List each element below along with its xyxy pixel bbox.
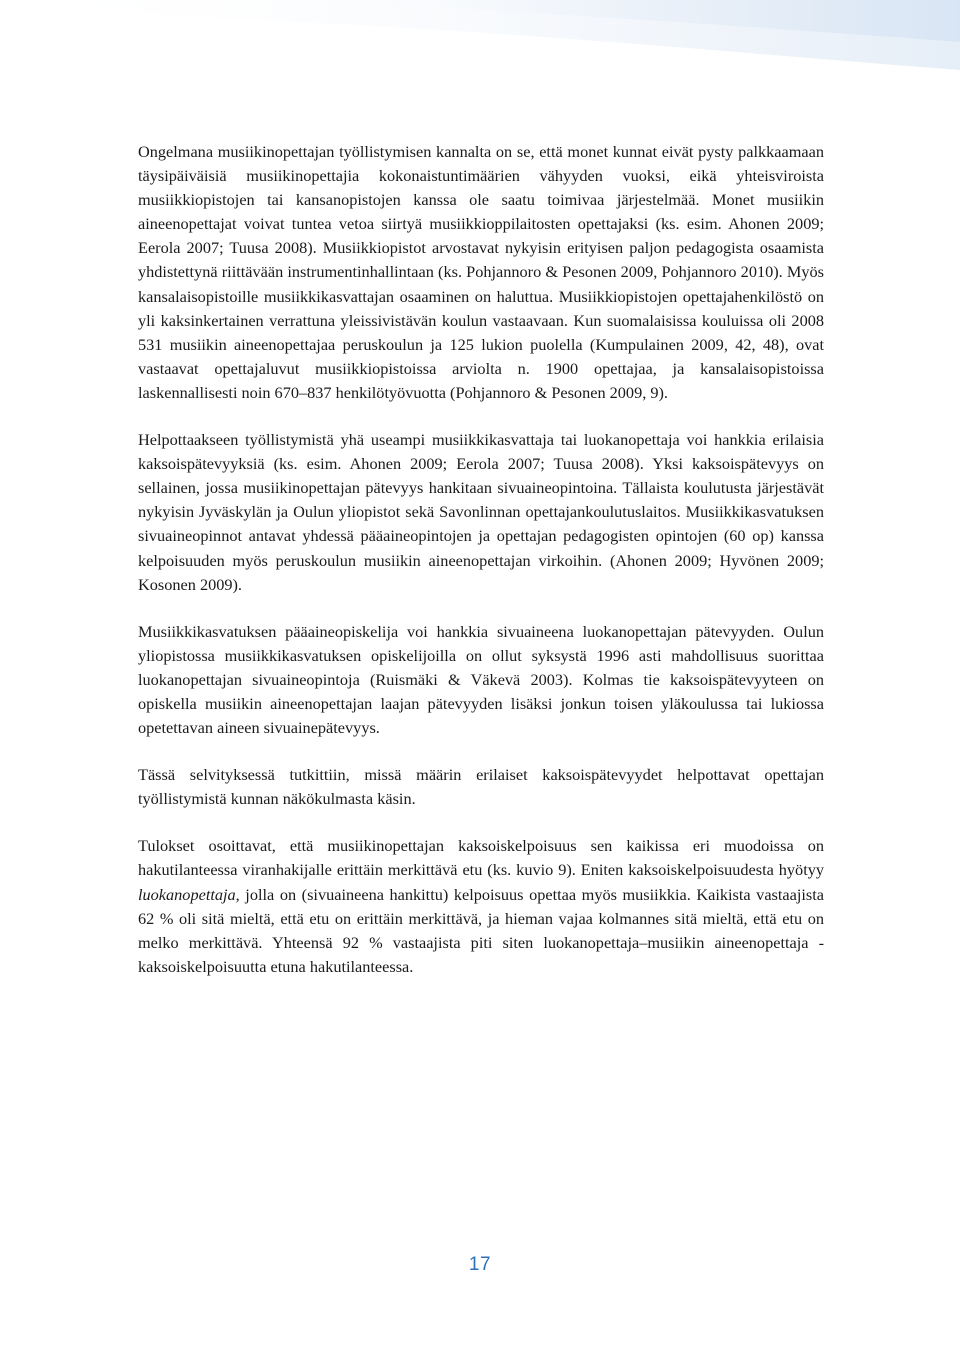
body-text <box>138 140 824 1002</box>
header-wave-graphic <box>0 0 960 120</box>
paragraph-5-text-end: , jolla on (sivuaineena hankittu) kelpoisuus opettaa myös musiikkia. Kaikista vastaajista 62 % oli sitä mieltä, että etu on erittäin merkittävä, ja hieman vajaa kolmannes sitä mieltä, että etu on melko merkittävä. Yhteensä 92 % vastaajista piti siten luokanopettaja–musiikin aineenopettaja -kaksoiskelpoisuutta etuna hakutilanteessa. <box>138 884 824 976</box>
paragraph-4: Tässä selvityksessä tutkittiin, missä määrin erilaiset kaksoispätevyydet helpottavat opettajan työllistymistä kunnan näkökulmasta käsin. <box>138 765 824 809</box>
page-header-decoration <box>0 0 960 120</box>
paragraph-5-emphasis: luokanopettaja <box>138 884 236 904</box>
paragraph-2: Helpottaakseen työllistymistä yhä useampi musiikkikasvattaja tai luokanopettaja voi hankkia erilaisia kaksoispätevyyksiä (ks. esim. Ahonen 2009; Eerola 2007; Tuusa 2008). Yksi kaksoispätevyys on sellainen, jossa musiikinopettajan pätevyys hankitaan sivuaineopintoina. Tällaista koulutusta järjestävät nykyisin Jyväskylän ja Oulun yliopistot sekä Savonlinnan opettajankoulutuslaitos. Musiikkikasvatuksen sivuaineopinnot antavat yhdessä pääaineopintojen ja opettajan pedagogisten opintojen (60 op) kanssa kelpoisuuden myös peruskoulun musiikin aineenopettajan virkoihin. (Ahonen 2009; Hyvönen 2009; Kosonen 2009). <box>138 430 824 594</box>
page-number: 17 <box>468 1254 492 1275</box>
paragraph-5 <box>138 834 824 979</box>
paragraph-1: Ongelmana musiikinopettajan työllistymisen kannalta on se, että monet kunnat eivät pysty palkkaamaan täysipäiväisiä musiikinopettajia kokonaistuntimäärien vähyyden vuoksi, eikä yhteisviroista musiikkiopistojen tai kansanopistojen kanssa ole saatu toimivaa järjestelmää. Monet musiikin aineenopettajat voivat tuntea vetoa siirtyä musiikkioppilaitosten opettajaksi (ks. esim. Ahonen 2009; Eerola 2007; Tuusa 2008). Musiikkiopistot arvostavat nykyisin erityisen paljon pedagogista osaamista yhdistettynä riittävään instrumentinhallintaan (ks. Pohjannoro & Pesonen 2009, Pohjannoro 2010). Myös kansalaisopistoille musiikkikasvattajan osaaminen on haluttua. Musiikkiopistojen opettajahenkilöstö on yli kaksinkertainen verrattuna yleissivistävän koulun vastaavaan. Kun suomalaisissa kouluissa oli 2008 531 musiikin aineenopettajaa peruskoulun ja 125 lukion puolella (Kumpulainen 2009, 42, 48), ovat vastaavat opettajaluvut musiikkiopistoissa arviolta n. 1900 opettajaa, ja kansalaisopistoissa laskennallisesti noin 670–837 henkilötyövuotta (Pohjannoro & Pesonen 2009, 9). <box>138 142 824 402</box>
paragraph-3: Musiikkikasvatuksen pääaineopiskelija voi hankkia sivuaineena luokanopettajan pätevyyden. Oulun yliopistossa musiikkikasvatuksen opiskelijoilla on ollut syksystä 1996 asti mahdollisuus suorittaa luokanopettajan sivuaineopintoja (Ruismäki & Väkevä 2003). Kolmas tie kaksoispätevyyteen on opiskella musiikin aineenopettajan laajan pätevyyden lisäksi jonkun toisen yläkoulussa tai lukiossa opetettavan aineen sivuainepätevyys. <box>138 621 824 738</box>
paragraph-5-text-start: Tulokset osoittavat, että musiikinopettajan kaksoiskelpoisuus sen kaikissa eri muodoissa on hakutilanteessa viranhakijalle erittäin merkittävä etu (ks. kuvio 9). Eniten kaksoiskelpoisuudesta hyötyy <box>138 836 824 880</box>
